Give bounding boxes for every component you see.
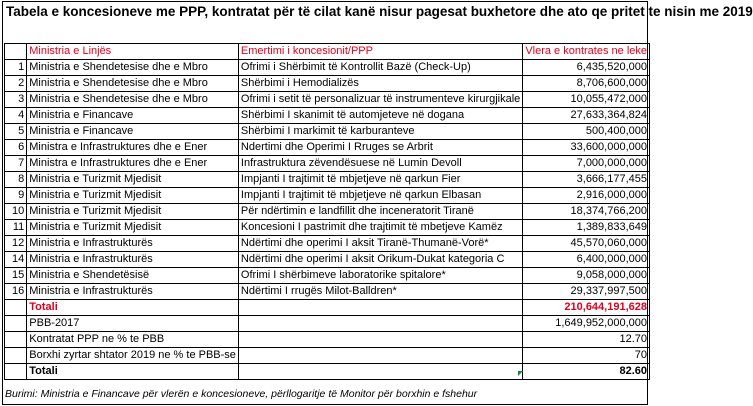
row-ministry: Ministria e Infrastrukturës [27, 284, 239, 300]
row-concession: Impjanti I trajtimit të mbjetjeve në qarkun Fier [238, 172, 522, 188]
row-value: 6,400,000,000 [523, 252, 650, 268]
row-number: 2 [5, 76, 27, 92]
table-row [5, 156, 650, 172]
row-value: 27,633,364,824 [523, 108, 650, 124]
total-empty [238, 300, 522, 316]
row-ministry: Ministra e Infrastruktures dhe e Ener [27, 156, 239, 172]
row-value: 9,058,000,000 [523, 268, 650, 284]
table-row [5, 236, 650, 252]
row-ministry: Ministria e Shendetesise dhe e Mbro [27, 92, 239, 108]
table-row [5, 284, 650, 300]
row-number: 7 [5, 156, 27, 172]
table-row [5, 76, 650, 92]
grand-total-value: 82.60 [523, 364, 650, 380]
row-ministry: Ministria e Infrastrukturës [27, 252, 239, 268]
row-number: 4 [5, 108, 27, 124]
table-row [5, 220, 650, 236]
grand-total-label: Totali [27, 364, 239, 380]
summary-value: 1,649,952,000,000 [523, 316, 650, 332]
row-concession: Për ndërtimin e landfillit dhe inceneratorit Tiranë [238, 204, 522, 220]
row-concession: Ndertimi dhe Operimi I Rruges se Arbrit [238, 140, 522, 156]
row-concession: Ndërtimi dhe operimi I aksit Tiranë-Thumanë-Vorë* [238, 236, 522, 252]
grand-total-empty [238, 364, 522, 380]
row-value: 3,666,177,455 [523, 172, 650, 188]
row-value: 10,055,472,000 [523, 92, 650, 108]
summary-cell [5, 332, 27, 348]
row-concession: Shërbimi i Hemodializës [238, 76, 522, 92]
row-value: 1,389,833,649 [523, 220, 650, 236]
row-concession: Koncesioni I pastrimit dhe trajtimit të mbetjeve Kamëz [238, 220, 522, 236]
row-number: 1 [5, 60, 27, 76]
row-ministry: Ministria e Shendetesise dhe e Mbro [27, 76, 239, 92]
header-ministry: Ministria e Linjës [27, 44, 239, 60]
cell-marker-icon [518, 371, 523, 376]
row-value: 6,435,520,000 [523, 60, 650, 76]
row-number: 3 [5, 92, 27, 108]
row-number: 15 [5, 268, 27, 284]
row-number: 10 [5, 204, 27, 220]
total-cell [5, 300, 27, 316]
table-row [5, 172, 650, 188]
summary-value: 12.70 [523, 332, 650, 348]
row-concession: Infrastruktura zëvendësuese në Lumin Devoll [238, 156, 522, 172]
table-row [5, 188, 650, 204]
concessions-table [4, 43, 650, 380]
header-value: Vlera e kontrates ne leke [523, 44, 650, 60]
row-concession: Shërbimi I skanimit të automjeteve në dogana [238, 108, 522, 124]
row-concession: Ofrimi I shërbimeve laboratorike spitalore* [238, 268, 522, 284]
table-row [5, 60, 650, 76]
row-concession: Ndërtimi I rrugës Milot-Balldren* [238, 284, 522, 300]
row-ministry: Ministria e Infrastrukturës [27, 236, 239, 252]
row-value: 18,374,766,200 [523, 204, 650, 220]
row-ministry: Ministria e Turizmit Mjedisit [27, 204, 239, 220]
header-row [5, 44, 650, 60]
grand-total-cell [5, 364, 27, 380]
row-number: 8 [5, 172, 27, 188]
row-number: 12 [5, 236, 27, 252]
table-row [5, 252, 650, 268]
row-value: 7,000,000,000 [523, 156, 650, 172]
row-value: 500,400,000 [523, 124, 650, 140]
row-concession: Shërbimi I markimit të karburanteve [238, 124, 522, 140]
summary-label: Kontratat PPP ne % te PBB [27, 332, 239, 348]
total-value: 210,644,191,628 [523, 300, 650, 316]
table-title: Tabela e koncesioneve me PPP, kontratat për të cilat kanë nisur pagesat buxhetore dhe ato qe pritet te nisin me 2019 [6, 4, 753, 19]
row-ministry: Ministra e Infrastruktures dhe e Ener [27, 140, 239, 156]
summary-empty [238, 348, 522, 364]
summary-value: 70 [523, 348, 650, 364]
row-number: 6 [5, 140, 27, 156]
summary-label: Borxhi zyrtar shtator 2019 ne % te PBB-se [27, 348, 239, 364]
summary-row [5, 348, 650, 364]
header-concession: Emertimi i koncesionit/PPP [238, 44, 522, 60]
row-value: 8,706,600,000 [523, 76, 650, 92]
summary-empty [238, 332, 522, 348]
row-value: 29,337,997,500 [523, 284, 650, 300]
row-value: 45,570,060,000 [523, 236, 650, 252]
row-value: 2,916,000,000 [523, 188, 650, 204]
row-number: 9 [5, 188, 27, 204]
row-ministry: Ministria e Financave [27, 108, 239, 124]
summary-cell [5, 316, 27, 332]
row-ministry: Ministria e Turizmit Mjedisit [27, 172, 239, 188]
row-number: 16 [5, 284, 27, 300]
row-ministry: Ministria e Shendetesise dhe e Mbro [27, 60, 239, 76]
summary-row [5, 332, 650, 348]
table-row [5, 124, 650, 140]
table-row [5, 92, 650, 108]
row-number: 14 [5, 252, 27, 268]
grand-total-row [5, 364, 650, 380]
row-ministry: Ministria e Turizmit Mjedisit [27, 220, 239, 236]
row-value: 33,600,000,000 [523, 140, 650, 156]
row-concession: Impjanti I trajtimit të mbjetjeve në qarkun Elbasan [238, 188, 522, 204]
row-ministry: Ministria e Turizmit Mjedisit [27, 188, 239, 204]
row-ministry: Ministria e Shendetësisë [27, 268, 239, 284]
row-ministry: Ministria e Financave [27, 124, 239, 140]
row-concession: Ofrimi i Shërbimit të Kontrollit Bazë (Check-Up) [238, 60, 522, 76]
table-row [5, 140, 650, 156]
header-number [5, 44, 27, 60]
table-row [5, 108, 650, 124]
table-row [5, 204, 650, 220]
row-number: 11 [5, 220, 27, 236]
summary-label: PBB-2017 [27, 316, 239, 332]
table-row [5, 268, 650, 284]
row-concession: Ofrimi i setit të personalizuar të instrumenteve kirurgjikale [238, 92, 522, 108]
summary-cell [5, 348, 27, 364]
row-concession: Ndërtimi dhe operimi I aksit Orikum-Dukat kategoria C [238, 252, 522, 268]
summary-row [5, 316, 650, 332]
total-row [5, 300, 650, 316]
total-label: Totali [27, 300, 239, 316]
source-note: Burimi: Ministria e Financave për vlerën e koncesioneve, përllogaritje të Monitor për borxhin e fshehur [5, 388, 478, 400]
summary-empty [238, 316, 522, 332]
row-number: 5 [5, 124, 27, 140]
